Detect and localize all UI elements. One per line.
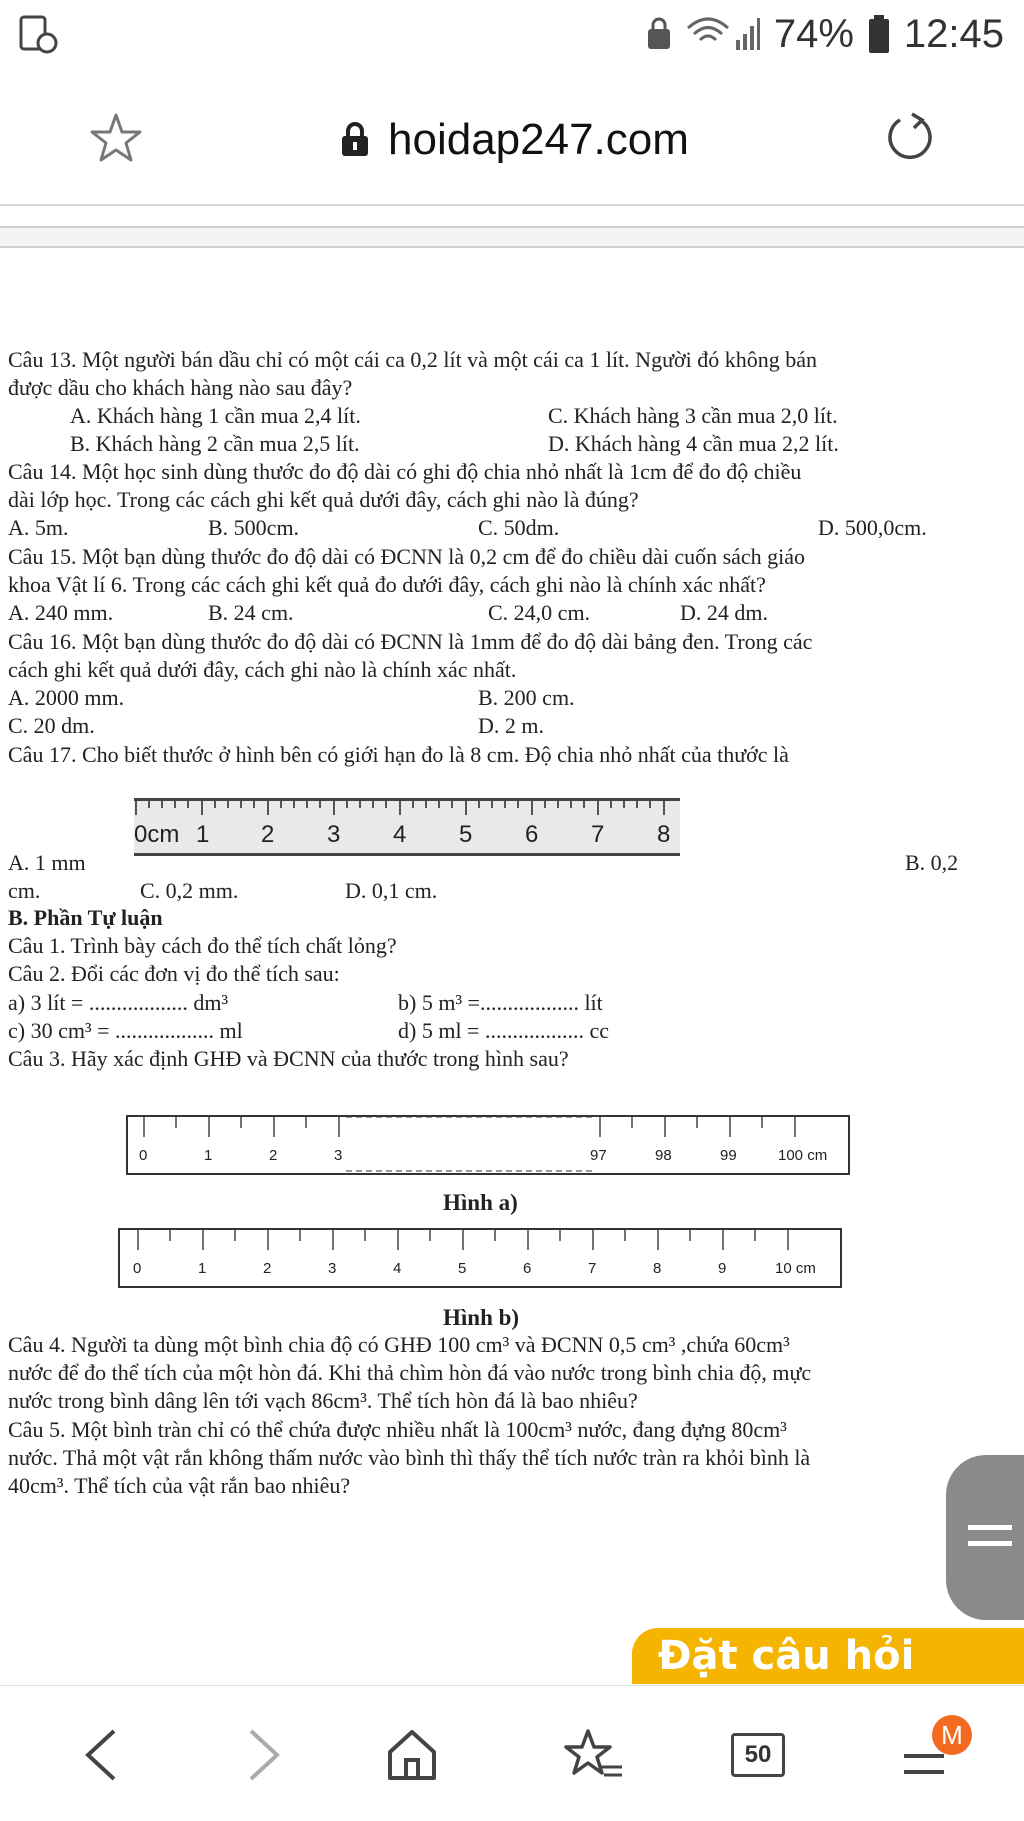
ruler-label: 5 <box>458 1260 467 1277</box>
toolbar-divider <box>0 204 1024 206</box>
doc-line: b) 5 m³ =.................. lít <box>398 990 603 1015</box>
bookmarks-button[interactable] <box>544 1705 644 1805</box>
account-badge: M <box>932 1715 972 1755</box>
doc-line: Câu 2. Đổi các đơn vị đo thể tích sau: <box>8 961 340 986</box>
doc-line: nước để đo thể tích của một hòn đá. Khi thả chìm hòn đá vào nước trong bình chia độ, mực <box>8 1360 812 1385</box>
doc-line: B. 24 cm. <box>208 600 294 625</box>
doc-line: Câu 3. Hãy xác định GHĐ và ĐCNN của thước trong hình sau? <box>8 1046 569 1071</box>
ruler-label: 4 <box>393 1260 402 1277</box>
doc-line: A. Khách hàng 1 cần mua 2,4 lít. <box>70 403 361 428</box>
figure-caption-b: Hình b) <box>443 1305 520 1330</box>
back-arrow-icon <box>80 1727 120 1783</box>
ruler-label: 6 <box>523 1260 532 1277</box>
doc-line: A. 5m. <box>8 515 69 540</box>
doc-line: C. 50dm. <box>478 515 560 540</box>
doc-line: D. 500,0cm. <box>818 515 927 540</box>
address-bar[interactable] <box>340 110 689 170</box>
ask-question-button[interactable]: Đặt câu hỏi <box>632 1628 1024 1684</box>
ruler-label: 7 <box>591 821 605 848</box>
home-icon <box>384 1728 440 1782</box>
ruler-label: 100 cm <box>778 1147 828 1164</box>
ruler-label: 1 <box>204 1147 213 1164</box>
doc-line: Câu 16. Một bạn dùng thước đo độ dài có ĐCNN là 1mm để đo độ dài bảng đen. Trong các <box>8 629 813 654</box>
doc-line: nước. Thả một vật rắn không thấm nước vào bình thì thấy thể tích nước tràn ra khỏi bình là <box>8 1445 811 1470</box>
ruler-label: 0cm <box>134 821 180 848</box>
doc-line: D. Khách hàng 4 cần mua 2,2 lít. <box>548 431 839 456</box>
reload-icon[interactable] <box>882 110 938 166</box>
doc-line: D. 0,1 cm. <box>345 878 438 903</box>
ruler-label: 6 <box>525 821 539 848</box>
ruler-label: 99 <box>720 1147 737 1164</box>
ruler-q17 <box>134 798 680 856</box>
bottom-navigation <box>0 1685 1024 1821</box>
doc-line: A. 1 mm <box>8 850 86 875</box>
forward-arrow-icon <box>245 1727 285 1783</box>
lock-status-icon <box>646 17 672 51</box>
doc-line: D. 24 dm. <box>680 600 768 625</box>
ruler-figure-b <box>118 1228 842 1288</box>
doc-line: A. 240 mm. <box>8 600 114 625</box>
doc-line: c) 30 cm³ = .................. ml <box>8 1018 243 1043</box>
ruler-figure-a <box>126 1115 850 1175</box>
doc-line: C. 24,0 cm. <box>488 600 591 625</box>
doc-line: D. 2 m. <box>478 713 544 738</box>
ruler-label: 9 <box>718 1260 727 1277</box>
doc-line: B. 500cm. <box>208 515 300 540</box>
doc-line: Câu 13. Một người bán dầu chỉ có một cái ca 0,2 lít và một cái ca 1 lít. Người đó không bán <box>8 347 818 372</box>
section-heading: B. Phần Tự luận <box>8 905 163 930</box>
status-bar <box>0 0 1024 68</box>
figure-caption-a: Hình a) <box>443 1190 518 1215</box>
ruler-label: 5 <box>459 821 473 848</box>
tabs-count: 50 <box>744 1741 772 1768</box>
doc-line: B. Khách hàng 2 cần mua 2,5 lít. <box>70 431 360 456</box>
doc-line: B. 0,2 <box>905 850 959 875</box>
doc-line: d) 5 ml = .................. cc <box>398 1018 609 1043</box>
clock: 12:45 <box>903 11 1004 56</box>
bookmark-star-icon[interactable] <box>90 112 142 164</box>
doc-line: nước trong bình dâng lên tới vạch 86cm³. Thể tích hòn đá là bao nhiêu? <box>8 1388 638 1413</box>
doc-line: C. 0,2 mm. <box>140 878 239 903</box>
screenshot-notification-icon <box>18 14 58 54</box>
ruler-label: 0 <box>139 1147 148 1164</box>
ruler-label: 2 <box>269 1147 278 1164</box>
url-text: hoidap247.com <box>388 115 689 164</box>
bookmarks-star-icon <box>564 1727 624 1783</box>
tabs-count-icon <box>731 1733 785 1777</box>
content-divider <box>0 226 1024 248</box>
doc-line: 40cm³. Thể tích của vật rắn bao nhiêu? <box>8 1473 351 1498</box>
menu-button[interactable] <box>878 1705 978 1805</box>
doc-line: a) 3 lít = .................. dm³ <box>8 990 229 1015</box>
ruler-label: 8 <box>657 821 671 848</box>
ruler-label: 98 <box>655 1147 672 1164</box>
wifi-signal-icon <box>686 14 760 54</box>
doc-line: Câu 17. Cho biết thước ở hình bên có giới hạn đo là 8 cm. Độ chia nhỏ nhất của thước là <box>8 742 789 767</box>
ruler-label: 97 <box>590 1147 607 1164</box>
ruler-label: 2 <box>261 821 275 848</box>
doc-line: dài lớp học. Trong các cách ghi kết quả dưới đây, cách ghi nào là đúng? <box>8 487 639 512</box>
doc-line: A. 2000 mm. <box>8 685 125 710</box>
doc-line: khoa Vật lí 6. Trong các cách ghi kết quả đo dưới đây, cách ghi nào là chính xác nhất? <box>8 572 766 597</box>
floating-menu-handle[interactable] <box>946 1455 1024 1620</box>
doc-line: C. 20 dm. <box>8 713 95 738</box>
doc-line: Câu 15. Một bạn dùng thước đo độ dài có ĐCNN là 0,2 cm để đo chiều dài cuốn sách giáo <box>8 544 806 569</box>
doc-line: cm. <box>8 878 41 903</box>
doc-line: được dầu cho khách hàng nào sau đây? <box>8 375 353 400</box>
tabs-button[interactable] <box>708 1705 808 1805</box>
doc-line: Câu 5. Một bình tràn chỉ có thể chứa được nhiều nhất là 100cm³ nước, đang đựng 80cm³ <box>8 1417 787 1442</box>
ruler-label: 8 <box>653 1260 662 1277</box>
home-button[interactable] <box>362 1705 462 1805</box>
doc-line: B. 200 cm. <box>478 685 575 710</box>
ruler-label: 0 <box>133 1260 142 1277</box>
battery-percent: 74% <box>773 11 854 56</box>
ruler-label: 3 <box>328 1260 337 1277</box>
ruler-a-ticks <box>128 1117 848 1173</box>
doc-line: Câu 4. Người ta dùng một bình chia độ có GHĐ 100 cm³ và ĐCNN 0,5 cm³ ,chứa 60cm³ <box>8 1332 790 1357</box>
doc-line: cách ghi kết quả dưới đây, cách ghi nào là chính xác nhất. <box>8 657 517 682</box>
ruler-q17-ticks <box>134 801 680 819</box>
battery-icon <box>868 15 890 53</box>
secure-lock-icon <box>340 122 370 158</box>
doc-line: Câu 14. Một học sinh dùng thước đo độ dài có ghi độ chia nhỏ nhất là 1cm để đo độ chiều <box>8 459 802 484</box>
forward-button[interactable] <box>215 1705 315 1805</box>
ruler-label: 2 <box>263 1260 272 1277</box>
back-button[interactable] <box>50 1705 150 1805</box>
ruler-label: 1 <box>198 1260 207 1277</box>
doc-line: C. Khách hàng 3 cần mua 2,0 lít. <box>548 403 838 428</box>
ruler-label: 3 <box>334 1147 343 1164</box>
ruler-label: 7 <box>588 1260 597 1277</box>
ruler-label: 4 <box>393 821 407 848</box>
ruler-label: 3 <box>327 821 341 848</box>
ruler-b-ticks <box>120 1230 840 1286</box>
doc-line: Câu 1. Trình bày cách đo thể tích chất lỏng? <box>8 933 397 958</box>
handle-line <box>968 1541 1012 1546</box>
handle-line <box>968 1525 1012 1530</box>
ruler-label: 10 cm <box>775 1260 816 1277</box>
ruler-label: 1 <box>196 821 210 848</box>
